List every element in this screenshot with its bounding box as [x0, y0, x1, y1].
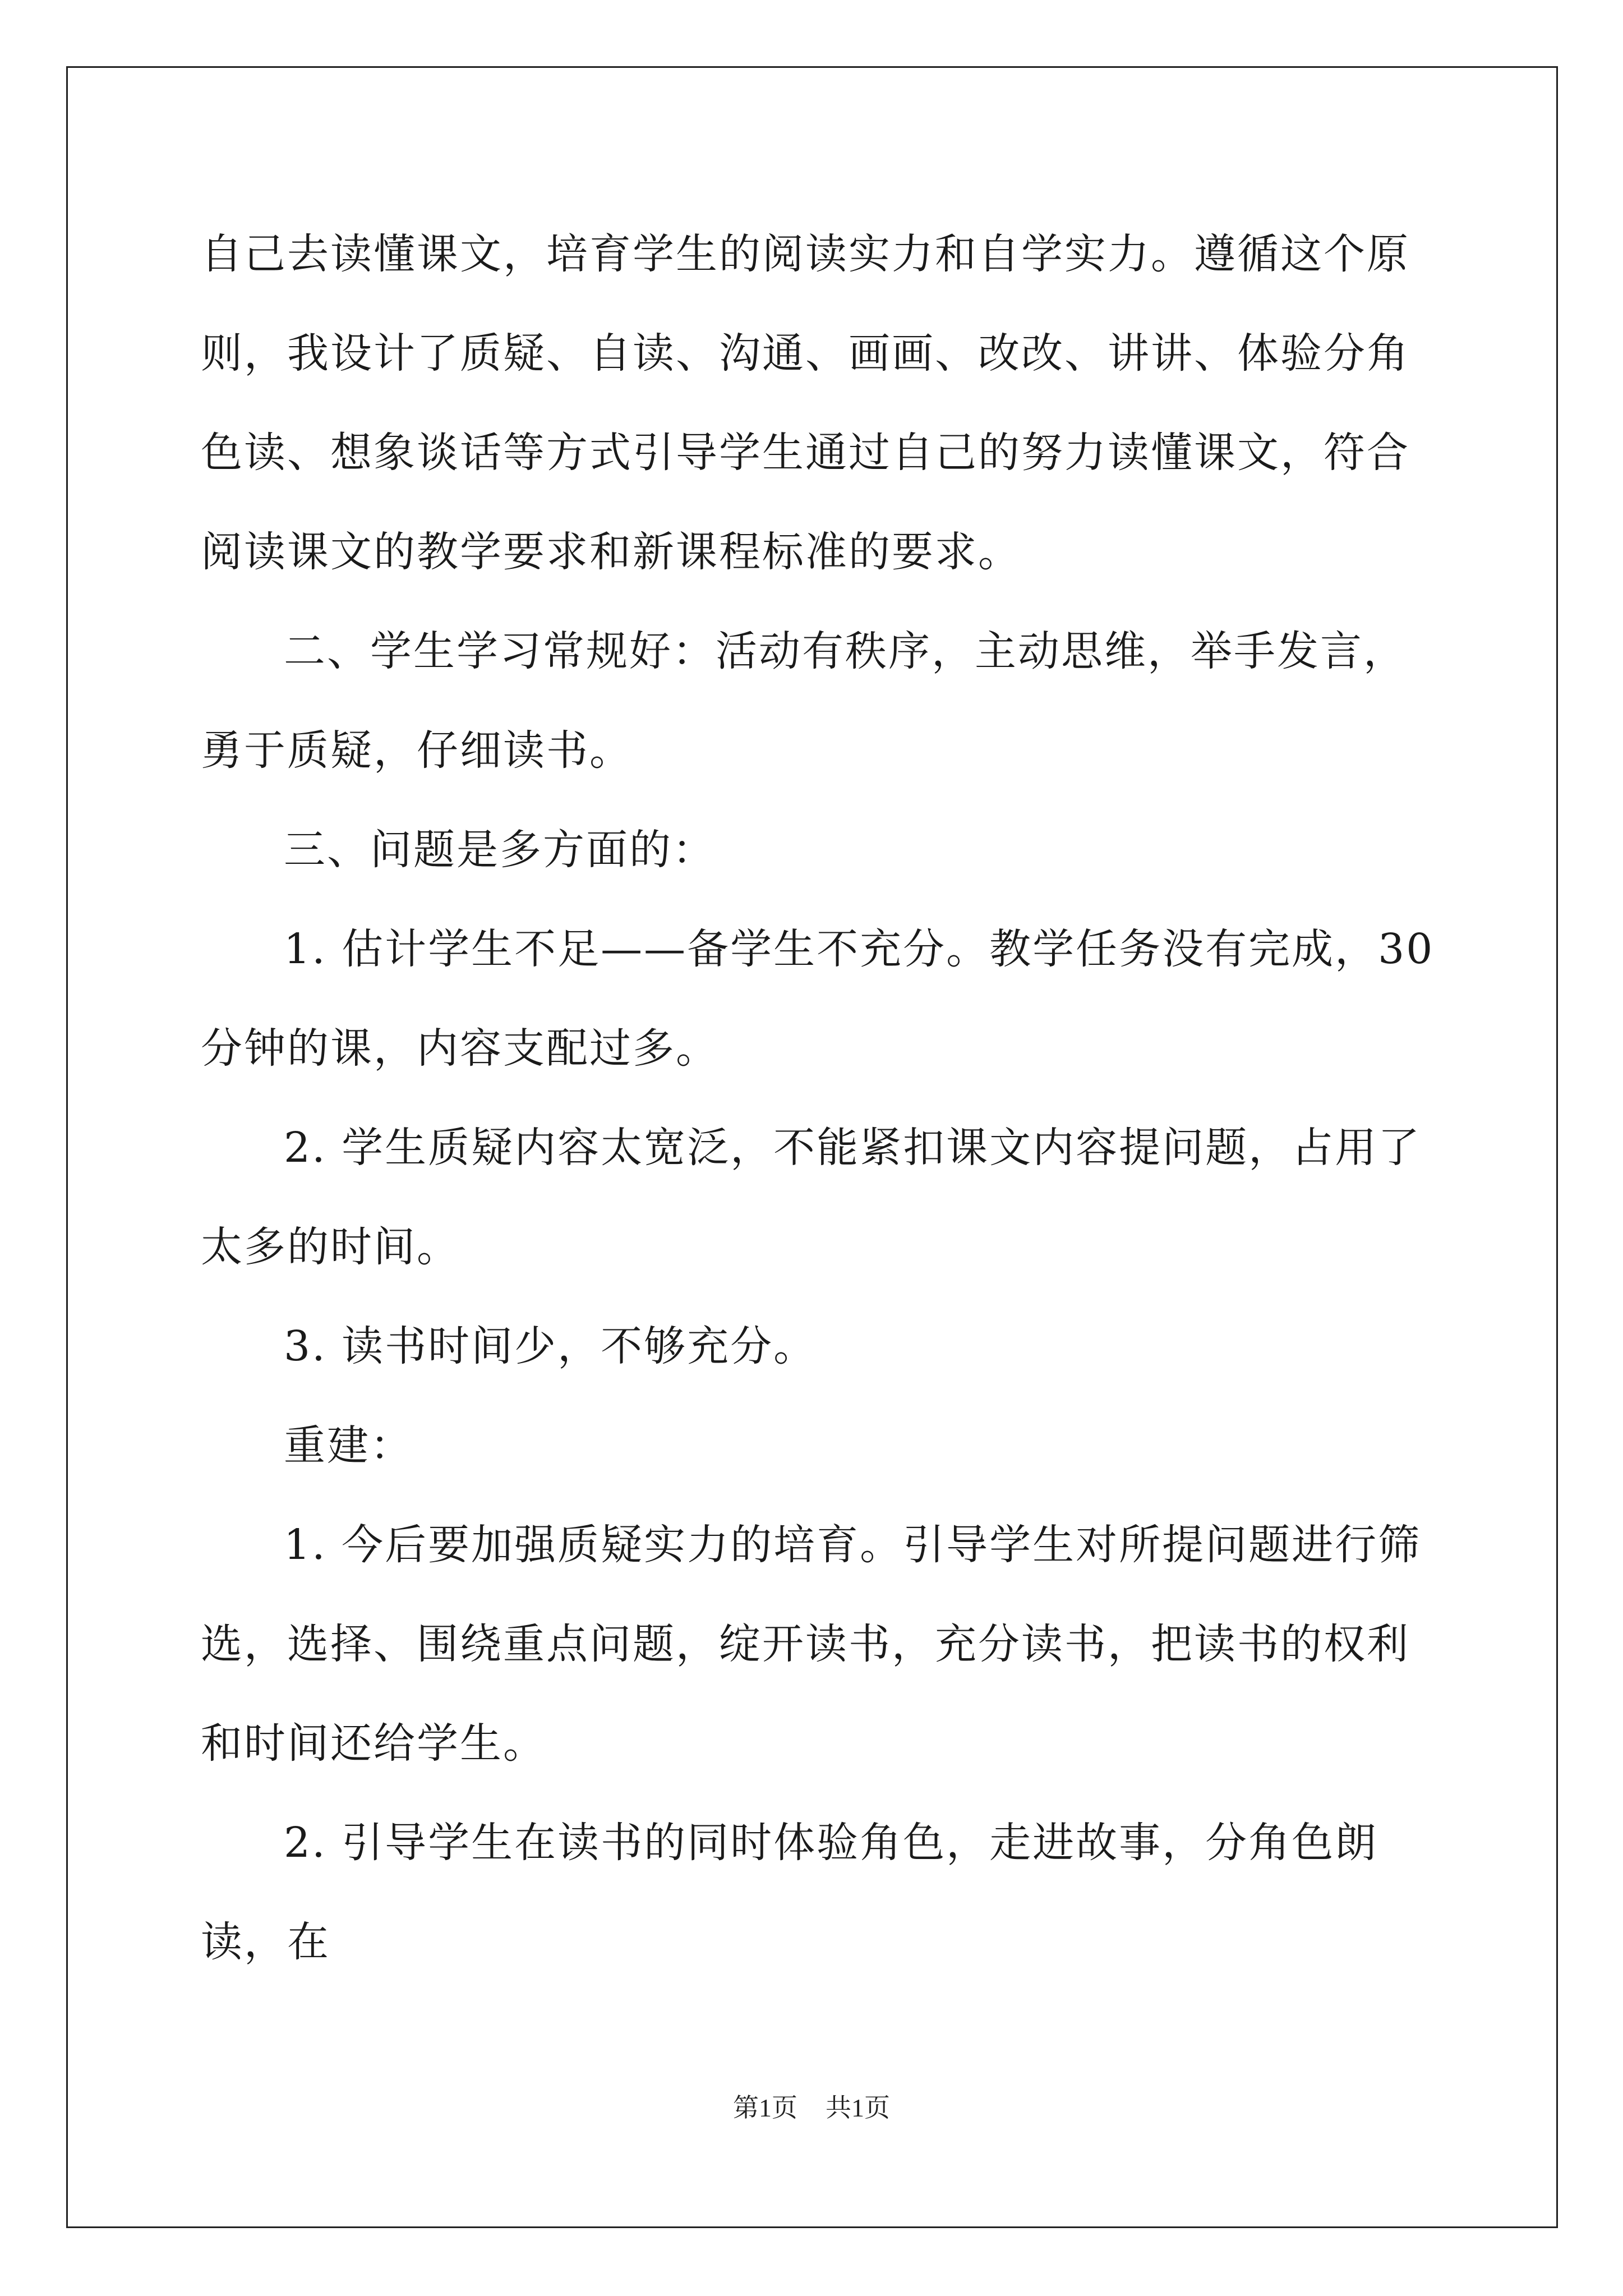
page-number-current: 第1页	[733, 2093, 797, 2122]
paragraph-9: 2. 引导学生在读书的同时体验角色，走进故事，分角色朗读，在	[201, 1819, 1378, 1966]
paragraph-6: 3. 读书时间少，不够充分。	[284, 1322, 817, 1370]
paragraph-3: 三、问题是多方面的：	[284, 826, 716, 874]
page-footer	[0, 2091, 1623, 2125]
paragraph-1: 自己去读懂课文，培育学生的阅读实力和自学实力。遵循这个原则，我设计了质疑、自读、沟通、画画、改改、讲讲、体验分角色读、想象谈话等方式引导学生通过自己的努力读懂课文，符合阅读课文的教学要求和新课程标准的要求。	[201, 230, 1410, 576]
document-body	[201, 205, 1435, 1992]
paragraph-4: 1. 估计学生不足——备学生不充分。教学任务没有完成，30 分钟的课，内容支配过多。	[201, 925, 1435, 1073]
paragraph-2: 二、学生学习常规好：活动有秩序，主动思维，举手发言，勇于质疑，仔细读书。	[201, 627, 1407, 775]
paragraph-8: 1. 今后要加强质疑实力的培育。引导学生对所提问题进行筛选，选择、围绕重点问题，绽开读书，充分读书，把读书的权利和时间还给学生。	[201, 1521, 1422, 1768]
paragraph-7: 重建：	[284, 1421, 413, 1470]
page-number-total: 共1页	[826, 2093, 890, 2122]
paragraph-5: 2. 学生质疑内容太宽泛，不能紧扣课文内容提问题，占用了太多的时间。	[201, 1124, 1422, 1271]
